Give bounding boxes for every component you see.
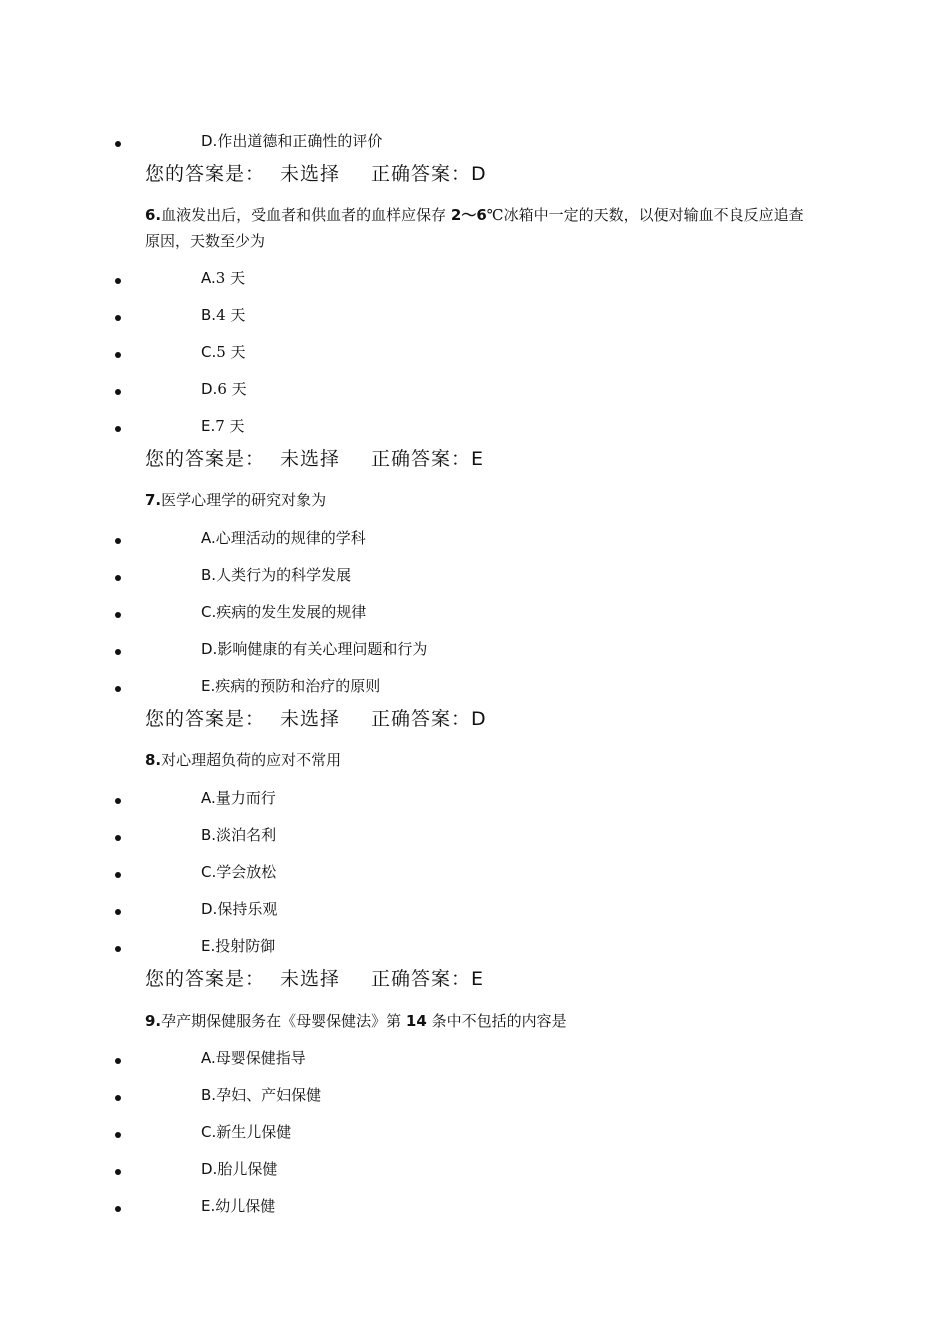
option-text: A.3 天 bbox=[201, 269, 246, 287]
bullet bbox=[115, 612, 121, 618]
option-text: D.胎儿保健 bbox=[201, 1160, 278, 1178]
bullet bbox=[115, 278, 121, 284]
option-text: C.疾病的发生发展的规律 bbox=[201, 603, 367, 621]
your-answer-value: 未选择 bbox=[280, 708, 341, 730]
option-text: D.影响健康的有关心理问题和行为 bbox=[201, 640, 428, 658]
bullet bbox=[115, 389, 121, 395]
option-text: A.母婴保健指导 bbox=[201, 1049, 306, 1067]
bullet bbox=[115, 946, 121, 952]
your-answer-value: 未选择 bbox=[280, 163, 341, 185]
option-text: E.疾病的预防和治疗的原则 bbox=[201, 677, 381, 695]
bullet bbox=[115, 575, 121, 581]
bullet bbox=[115, 1095, 121, 1101]
bullet bbox=[115, 1058, 121, 1064]
bullet bbox=[115, 649, 121, 655]
option-text: D.6 天 bbox=[201, 380, 247, 398]
option-text: A.心理活动的规律的学科 bbox=[201, 529, 366, 547]
correct-answer-label: 正确答案： bbox=[371, 163, 472, 185]
option-text: E.幼儿保健 bbox=[201, 1197, 276, 1215]
bullet bbox=[115, 872, 121, 878]
your-answer-value: 未选择 bbox=[280, 968, 341, 990]
bullet bbox=[115, 141, 121, 147]
bullet bbox=[115, 1206, 121, 1212]
bullet bbox=[115, 835, 121, 841]
option-text: A.量力而行 bbox=[201, 789, 276, 807]
question-text: 血液发出后，受血者和供血者的血样应保存 bbox=[161, 206, 451, 224]
your-answer-label: 您的答案是： bbox=[145, 448, 266, 470]
option-text: B.淡泊名利 bbox=[201, 826, 277, 844]
question-text: 对心理超负荷的应对不常用 bbox=[161, 751, 342, 769]
question-text: 孕产期保健服务在《母婴保健法》第 bbox=[161, 1012, 406, 1030]
your-answer-label: 您的答案是： bbox=[145, 708, 266, 730]
correct-answer-value: E bbox=[471, 448, 485, 470]
bullet bbox=[115, 315, 121, 321]
option-text: B.孕妇、产妇保健 bbox=[201, 1086, 322, 1104]
question-text-cont: 条中不包括的内容是 bbox=[426, 1012, 567, 1030]
question-number: 7. bbox=[145, 491, 162, 509]
bullet bbox=[115, 798, 121, 804]
correct-answer-value: E bbox=[471, 968, 485, 990]
option-text: C.学会放松 bbox=[201, 863, 277, 881]
option-text: C.新生儿保健 bbox=[201, 1123, 292, 1141]
bullet bbox=[115, 1169, 121, 1175]
question-number: 6. bbox=[145, 206, 162, 224]
option-text: E.7 天 bbox=[201, 417, 245, 435]
bullet bbox=[115, 686, 121, 692]
bullet bbox=[115, 909, 121, 915]
correct-answer-label: 正确答案： bbox=[371, 968, 472, 990]
option-text: B.人类行为的科学发展 bbox=[201, 566, 352, 584]
option-text: B.4 天 bbox=[201, 306, 246, 324]
correct-answer-label: 正确答案： bbox=[371, 708, 472, 730]
bullet bbox=[115, 352, 121, 358]
correct-answer-label: 正确答案： bbox=[371, 448, 472, 470]
correct-answer-value: D bbox=[471, 708, 487, 730]
question-text-cont: ℃冰箱中一定的天数，以便对输血不良反应追查原因，天数至少为 bbox=[145, 206, 804, 250]
question-bold: 14 bbox=[405, 1012, 427, 1030]
question-text: 医学心理学的研究对象为 bbox=[161, 491, 327, 509]
correct-answer-value: D bbox=[471, 163, 487, 185]
option-text: D.保持乐观 bbox=[201, 900, 278, 918]
question-bold: 2～6 bbox=[450, 206, 487, 224]
question-number: 8. bbox=[145, 751, 162, 769]
your-answer-label: 您的答案是： bbox=[145, 968, 266, 990]
bullet bbox=[115, 1132, 121, 1138]
bullet bbox=[115, 538, 121, 544]
question-number: 9. bbox=[145, 1012, 162, 1030]
your-answer-value: 未选择 bbox=[280, 448, 341, 470]
bullet bbox=[115, 426, 121, 432]
option-text: E.投射防御 bbox=[201, 937, 276, 955]
option-text: C.5 天 bbox=[201, 343, 246, 361]
option-text: D.作出道德和正确性的评价 bbox=[201, 132, 383, 150]
your-answer-label: 您的答案是： bbox=[145, 163, 266, 185]
